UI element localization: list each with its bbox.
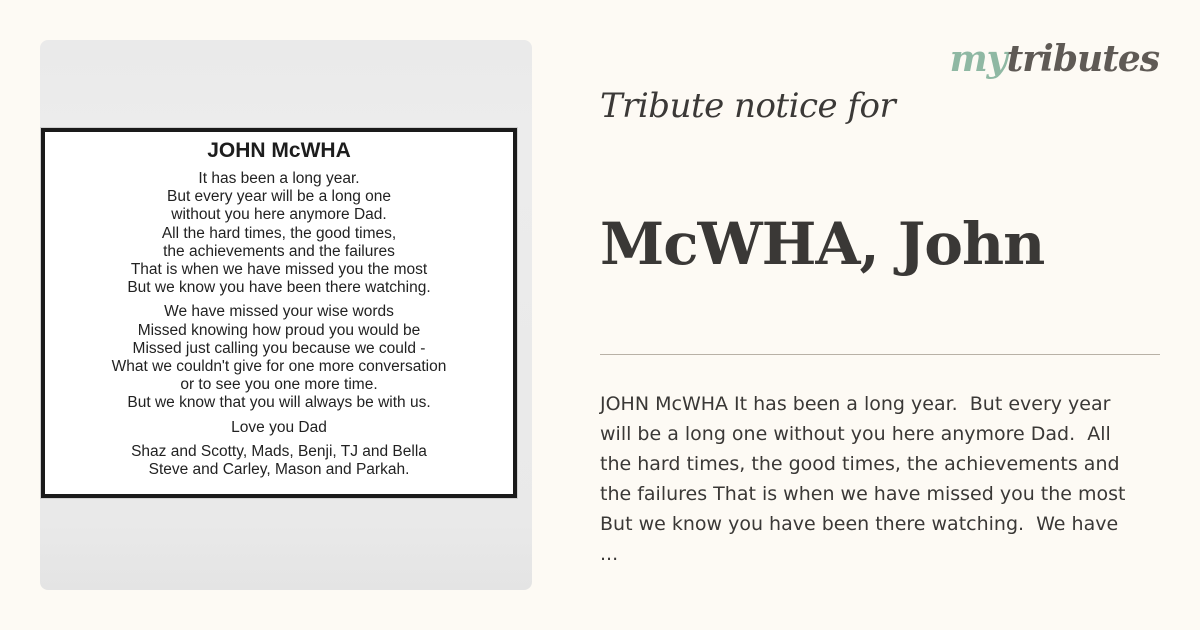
mytributes-logo[interactable]: [950, 38, 1159, 80]
notice-line: Love you Dad: [231, 418, 327, 436]
excerpt-line: JOHN McWHA It has been a long year. But every year: [600, 393, 1111, 415]
divider: [600, 354, 1160, 355]
notice-line: All the hard times, the good times,: [161, 224, 397, 242]
notice-excerpt: [600, 389, 1160, 569]
excerpt-line: the hard times, the good times, the achievements and: [600, 453, 1120, 475]
notice-line: Shaz and Scotty, Mads, Benji, TJ and Bella: [131, 442, 427, 460]
notice-line: or to see you one more time.: [180, 376, 378, 394]
notice-image: [41, 128, 517, 498]
notice-line: But we know you have been there watching.: [127, 279, 431, 297]
notice-line: without you here anymore Dad.: [171, 206, 387, 224]
logo-prefix: my: [949, 38, 1007, 80]
notice-line: What we couldn't give for one more conversation: [111, 358, 447, 376]
notice-heading: JOHN McWHA: [207, 139, 351, 162]
deceased-name: McWHA, John: [600, 210, 1045, 278]
notice-line: the achievements and the failures: [163, 242, 395, 260]
notice-image-panel: [40, 40, 532, 590]
notice-line: Steve and Carley, Mason and Parkah.: [148, 461, 410, 479]
excerpt-ellipsis: ...: [600, 543, 619, 565]
excerpt-line: But we know you have been there watching. We have: [600, 513, 1119, 535]
logo-suffix: tributes: [1006, 38, 1159, 80]
notice-line: But every year will be a long one: [166, 188, 392, 206]
notice-stanza: [45, 303, 513, 412]
notice-stanza: [45, 443, 513, 479]
notice-stanza: [45, 419, 513, 437]
notice-stanza: [45, 170, 513, 297]
notice-line: It has been a long year.: [198, 170, 360, 187]
excerpt-line: will be a long one without you here anymore Dad. All: [600, 423, 1111, 445]
excerpt-line: the failures That is when we have missed you the most: [600, 483, 1126, 505]
notice-line: We have missed your wise words: [164, 303, 394, 321]
notice-line: Missed just calling you because we could -: [132, 339, 426, 357]
notice-line: Missed knowing how proud you would be: [137, 321, 421, 339]
notice-line: But we know that you will always be with us.: [127, 394, 431, 412]
notice-line: That is when we have missed you the most: [130, 261, 428, 279]
notice-content: [45, 138, 513, 485]
tribute-kicker: Tribute notice for: [600, 86, 896, 126]
